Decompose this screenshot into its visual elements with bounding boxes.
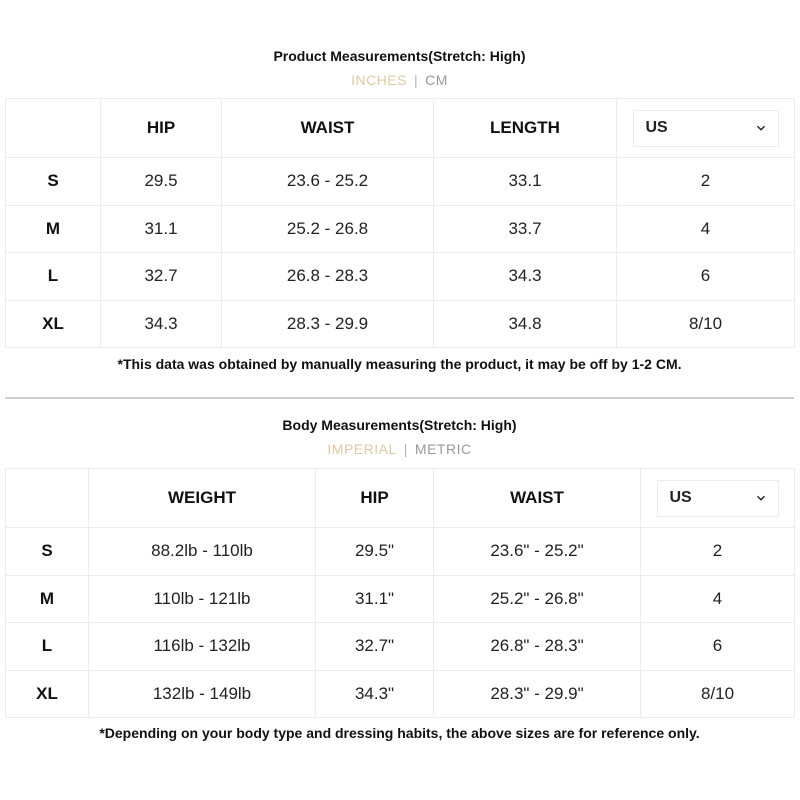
chevron-down-icon — [756, 493, 766, 503]
weight-value: 88.2lb - 110lb — [89, 528, 316, 576]
product-size-table-wrap — [5, 98, 794, 348]
us-size-value: 8/10 — [617, 300, 795, 348]
header-hip: HIP — [101, 99, 222, 158]
product-measurement-note: *This data was obtained by manually measuring the product, it may be off by 1-2 CM. — [117, 356, 682, 372]
hip-value: 29.5 — [101, 158, 222, 206]
unit-separator: | — [413, 72, 419, 88]
header-length: LENGTH — [434, 99, 617, 158]
table-row — [6, 528, 795, 576]
size-label: S — [6, 158, 101, 206]
body-measurements-title: Body Measurements(Stretch: High) — [282, 417, 517, 433]
size-label: S — [6, 528, 89, 576]
header-hip: HIP — [316, 469, 434, 528]
table-row — [6, 575, 795, 623]
chevron-down-icon — [756, 123, 766, 133]
table-row — [6, 623, 795, 671]
waist-value: 25.2 - 26.8 — [222, 205, 434, 253]
us-size-value: 2 — [641, 528, 795, 576]
waist-value: 28.3" - 29.9" — [434, 670, 641, 718]
us-size-value: 6 — [617, 253, 795, 301]
hip-value: 32.7" — [316, 623, 434, 671]
product-measurements-section — [5, 46, 794, 90]
waist-value: 23.6" - 25.2" — [434, 528, 641, 576]
waist-value: 25.2" - 26.8" — [434, 575, 641, 623]
product-measurements-title: Product Measurements(Stretch: High) — [273, 48, 526, 64]
section-divider — [5, 397, 794, 399]
length-value: 33.1 — [434, 158, 617, 206]
body-measurements-section — [5, 415, 794, 459]
hip-value: 34.3 — [101, 300, 222, 348]
unit-inches-tab[interactable]: INCHES — [351, 72, 407, 88]
hip-value: 29.5" — [316, 528, 434, 576]
table-header-row — [6, 99, 795, 158]
weight-value: 110lb - 121lb — [89, 575, 316, 623]
header-weight: WEIGHT — [89, 469, 316, 528]
table-row — [6, 253, 795, 301]
unit-imperial-tab[interactable]: IMPERIAL — [327, 441, 397, 457]
header-size — [6, 99, 101, 158]
body-measurement-note: *Depending on your body type and dressing habits, the above sizes are for reference only. — [99, 725, 700, 741]
table-header-row — [6, 469, 795, 528]
waist-value: 28.3 - 29.9 — [222, 300, 434, 348]
region-select-value: US — [645, 119, 668, 136]
waist-value: 26.8 - 28.3 — [222, 253, 434, 301]
weight-value: 132lb - 149lb — [89, 670, 316, 718]
header-waist: WAIST — [434, 469, 641, 528]
waist-value: 26.8" - 28.3" — [434, 623, 641, 671]
size-label: L — [6, 253, 101, 301]
us-size-value: 4 — [617, 205, 795, 253]
us-size-value: 4 — [641, 575, 795, 623]
size-label: XL — [6, 670, 89, 718]
region-select[interactable] — [657, 480, 779, 517]
region-select[interactable] — [633, 110, 779, 147]
body-unit-toggle — [5, 439, 794, 459]
body-size-table-wrap — [5, 468, 794, 718]
region-select-value: US — [669, 489, 692, 506]
us-size-value: 8/10 — [641, 670, 795, 718]
waist-value: 23.6 - 25.2 — [222, 158, 434, 206]
body-size-table — [5, 468, 795, 718]
unit-separator: | — [403, 441, 408, 457]
us-size-value: 2 — [617, 158, 795, 206]
us-size-value: 6 — [641, 623, 795, 671]
hip-value: 32.7 — [101, 253, 222, 301]
hip-value: 31.1 — [101, 205, 222, 253]
length-value: 34.3 — [434, 253, 617, 301]
table-row — [6, 158, 795, 206]
header-size — [6, 469, 89, 528]
length-value: 33.7 — [434, 205, 617, 253]
size-label: M — [6, 205, 101, 253]
size-label: XL — [6, 300, 101, 348]
product-unit-toggle — [5, 70, 794, 90]
body-note-wrap — [5, 723, 794, 743]
unit-metric-tab[interactable]: METRIC — [414, 441, 472, 457]
table-row — [6, 670, 795, 718]
product-note-wrap — [5, 354, 794, 374]
table-row — [6, 205, 795, 253]
hip-value: 34.3" — [316, 670, 434, 718]
weight-value: 116lb - 132lb — [89, 623, 316, 671]
table-row — [6, 300, 795, 348]
size-label: M — [6, 575, 89, 623]
hip-value: 31.1" — [316, 575, 434, 623]
unit-cm-tab[interactable]: CM — [425, 72, 448, 88]
size-label: L — [6, 623, 89, 671]
header-region — [641, 469, 795, 528]
length-value: 34.8 — [434, 300, 617, 348]
header-waist: WAIST — [222, 99, 434, 158]
header-region — [617, 99, 795, 158]
product-size-table — [5, 98, 795, 348]
